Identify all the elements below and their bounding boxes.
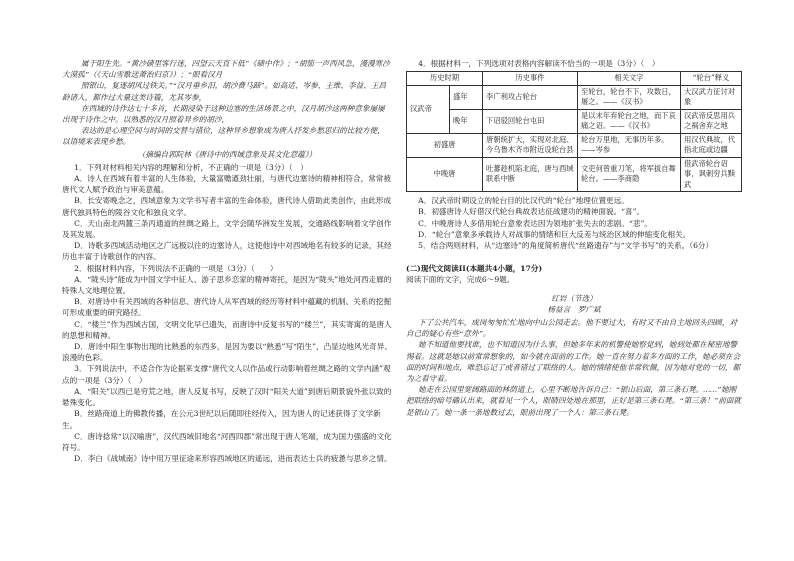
table-cell: 初盛唐 — [407, 133, 483, 157]
cite-line: 表达的是心理空间与时间的交替与错位，这种异乡想象成为唐人抒发乡愁思归的比较方便，以语境来表现乡愁。 — [62, 126, 385, 147]
story-author: 杨益言 罗广斌 — [547, 304, 601, 314]
q3-option-b: B．丝路商道上的佛教传播，在公元3世纪以后随即往经传入，因为唐人的记述获得了文学新生。 — [62, 409, 381, 430]
q1-option-b: B．长安寄晚念之，西域意象为文学书写者丰富的生命体验，唐代诗人借助此类创作，由此形成唐代独具特色的陵谷文化和独良文学。 — [62, 196, 392, 217]
left-column — [62, 58, 392, 464]
q3-option-c: C．唐诗捻常“以汉喻唐”，汉代西域旧地名“河西四郡”常出现于唐人笔端，成为国力强盛的文化符号。 — [62, 431, 392, 452]
table-row — [407, 157, 742, 192]
q1-option-c: C．天山南北两麓三条丙通道的丝绸之路上，文学会随华洲发生发展，交通路线影响着文学创作及其发展。 — [62, 218, 392, 240]
table-cell: 大汉武力征讨对象 — [681, 85, 742, 109]
reading-instruction: 阅读下面的文字，完成6～9题。 — [406, 275, 515, 285]
q1-option-d: D．诗歌多西域活动地区之广远极以往的边塞诗人，这使他诗中对西域地名有较多的记录，其经历也丰富于诗歌创作的内容。 — [62, 241, 392, 262]
question-4-stem: 4．根据材料一，下列选项对表格内容解读不恰当的一项是（3分）（ ） — [418, 59, 660, 68]
q3-option-a: A．“阳关”以西已是穷荒之地，唐人反复书写，反映了汉时“阳关大道”到唐后期景貌外张以致的悬殊变化。 — [62, 386, 392, 408]
table-cell: 汉武帝 — [407, 85, 450, 133]
cite-line: 在西域的诗作达七十多首，长期浸染于这种边塞的生活场景之中，汉月胡沙这两种意象屡屡出现于诗作之中。以熟悉的汉月照着异乡的胡沙， — [62, 103, 385, 125]
question-1-stem: 1．下列对材料相关内容的理解和分析，不正确的一项是（3分）（ ） — [74, 162, 308, 172]
table-cell: 借武帝轮台诏事，讽刺穷兵黩武 — [681, 157, 742, 192]
story-paragraph: 她走在公园里宽阔路面的林荫道上，心里不断地告诉自己：“银山后面，第三条石凳。……”她刚把联络的暗号确认出来，就看见一个人，眼睛四处地在那里，正好是第三条石凳。“第三条！”前面就是银山了。她一条一条地数过去，眼前出现了一个人：第三条石凳。 — [406, 385, 741, 417]
table-header: “轮台”释义 — [681, 72, 742, 86]
table-cell: 下诏驳回轮台屯田 — [483, 109, 578, 133]
q3-option-d: D．李白《战城南》诗中用万里征途来形容西域地区的遥远，进而表达士兵的疲惫与思乡之情。 — [74, 454, 392, 464]
history-table — [406, 71, 742, 192]
question-5-stem: 5．结合两则材料，从“边塞诗”的角度简析唐代“丝路遗存”与“文学书写”的关系。（6分） — [418, 241, 714, 251]
section-heading: (二)现代文阅读II(本题共4小题，17分) — [406, 264, 543, 274]
q2-option-c: C．“楼兰”作为西域古国，文明文化早已遗失，而唐诗中反复书写的“楼兰”，其实寄寓的是唐人的思想和精神。 — [62, 319, 392, 340]
story-title: 红岩（节选） — [551, 293, 597, 303]
table-cell: 用汉代典故，代指北庭或边疆 — [681, 133, 742, 157]
table-header: 历史事件 — [483, 72, 578, 86]
question-3-stem: 3．下列说法中，不适合作为论据来支撑“唐代文人以作品或行动影响着丝绸之路的文学内涵”观点的一项是（3分）（ ） — [62, 364, 391, 385]
table-cell: 汉武帝反思用兵之祸舍弃之地 — [681, 109, 742, 133]
table-cell: 吐蕃趁机陷北庭，唐与西域联系中断 — [483, 157, 578, 192]
q2-option-a: A．“陇头诗”能成为中国文学中征人、游子思乡恋家的精神寄托，是因为“陇头”地处河西走廊的特殊人文地理位置。 — [62, 274, 392, 296]
table-cell: 至轮台，轮台不下，攻数日，屠之。——《汉书》 — [578, 85, 681, 109]
source-citation: （摘编自郭院林《唐诗中的西域意象及其文化意蕴》） — [137, 149, 317, 159]
table-cell: 唐朝统扩大，实现对北庭、今乌鲁木齐市附近设轮台县 — [483, 133, 578, 157]
q2-option-d: D．唐诗中阳生事物出现的比熟悉的东西多，是因为要以“熟悉”写“陌生”，凸显边地风光奇异、浪漫的色彩。 — [62, 342, 392, 363]
table-cell: 晚年 — [450, 109, 483, 133]
table-cell: 轮台万里地，无事历年多。——岑参 — [578, 133, 681, 157]
table-cell: 盛年 — [450, 85, 483, 109]
cite-line: 属于阳生先。“黄沙碛里客行迷，四望云天直下低”《碛中作》；“胡笳一声西风急，漫漫寒沙大漠孤”（《天山雪歌送萧治归京》）；“眼看汉月 — [62, 59, 390, 80]
story-paragraph: 下了公共汽车，成岗匆匆忙忙地向中山公园走去。他不要过大，有时又不由自主地回头四顾，对自己的疑心有些“意外”。 — [406, 318, 738, 339]
table-cell: 文吏何曾重刀笔，将军拔自舞轮台。——李商隐 — [578, 157, 681, 192]
table-cell: 中晚唐 — [407, 157, 483, 192]
q4-option-a: A．汉武帝时期设立的轮台目的比汉代的“轮台”地理位置更远。 — [418, 196, 629, 206]
q1-option-a: A．诗人在西域有着丰富的人生体验，大量富赡遒劲壮丽，与唐代边塞诗的精神相符合，常常被唐代文人赋予政治与审美意蕴。 — [62, 174, 391, 195]
question-2-stem: 2．根据材料内容，下列说法不正确的一项是（3分）（ ） — [74, 263, 278, 273]
q4-option-b: B．初盛唐诗人好借汉代轮台典故表达征战建功的精神面貌。“喜”。 — [418, 207, 645, 217]
table-cell: 是以末年弃轮台之地，而下哀痛之诏。——《汉书》 — [578, 109, 681, 133]
table-header: 历史时期 — [407, 72, 483, 86]
table-row — [407, 133, 742, 157]
cite-line: 照银山，复逐胡风过铁关。”“汉月垂乡泪，胡沙费马蹄”。如高适、岑参、王维、李益、王昌龄诸人，都作过大量这类诗篇，尤其岑参， — [62, 81, 387, 102]
table-header-row — [407, 72, 742, 86]
table-row — [407, 109, 742, 133]
table-header: 相关文字 — [578, 72, 681, 86]
table-row — [407, 85, 742, 109]
table-cell: 李广利攻占轮台 — [483, 85, 578, 109]
q4-option-d: D．“轮台”意象多承载诗人对战事的情绪和巨大反差与统治区域的伸缩变化相关。 — [418, 229, 691, 239]
right-column — [406, 58, 742, 418]
q4-option-c: C．中晚唐诗人多借用轮台意象表达因为领地扩张失去的悲剧。“悲”。 — [418, 218, 652, 228]
q2-option-b: B．对唐诗中有关西域的各种信息、唐代诗人从军西域的经历等材料中蕴藏的机制、关系的挖掘可形成重要的研究路径。 — [62, 297, 392, 318]
story-paragraph: 她不知道他要找谁，也不知道因为什么事，但她多年来的机警使她察觉到，她到处都在秘密地警惕着。这就是她以前常常想象的，如今就在面前的工作。她一直在努力着多方面的工作，她必须在会面的时间和地点，唯恐忘记了或者错过了联络的人。她的情绪使他非常钦佩，因为她对党的一切，都为之看守着。 — [406, 340, 741, 384]
